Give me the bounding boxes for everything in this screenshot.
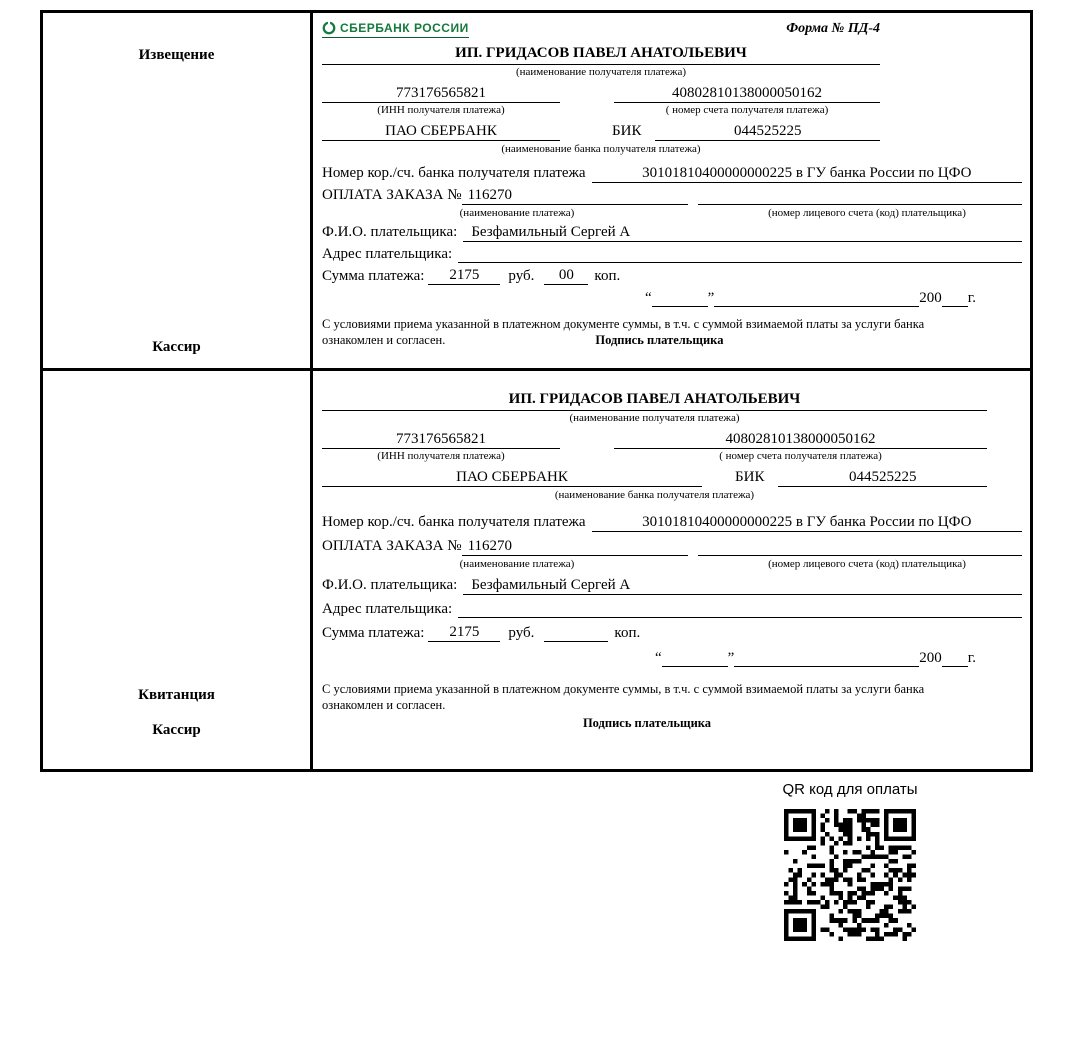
- cashier-label-top: Кассир: [152, 339, 201, 355]
- payment-caption: (наименование платежа): [459, 207, 575, 219]
- sum-label: Сумма платежа:: [322, 625, 425, 641]
- qr-code: [784, 809, 916, 941]
- payer-signature-label: Подпись плательщика: [582, 716, 712, 730]
- terms-line2: ознакомлен и согласен.: [322, 333, 446, 347]
- sum-kop-value: [544, 641, 608, 642]
- date-month-field: [714, 306, 919, 307]
- sum-label: Сумма платежа:: [322, 268, 425, 284]
- account-value: 40802810138000050162: [614, 431, 987, 449]
- payment-caption: (наименование платежа): [459, 558, 575, 570]
- qr-caption: QR код для оплаты: [782, 781, 918, 798]
- terms-line1: С условиями приема указанной в платежном документе суммы, в т.ч. с суммой взимаемой платы за услуги банка: [322, 317, 925, 331]
- rub-label: руб.: [508, 268, 535, 284]
- bank-caption: (наименование банка получателя платежа): [501, 143, 701, 155]
- inn-caption: (ИНН получателя платежа): [377, 450, 505, 462]
- payment-sum-row: [322, 267, 1022, 285]
- payer-address-row: [322, 246, 1022, 263]
- payer-name-row: [322, 224, 1022, 242]
- payer-address-label: Адрес плательщика:: [322, 246, 453, 262]
- inn-value: 773176565821: [322, 85, 560, 103]
- rub-label: руб.: [508, 625, 535, 641]
- terms-line2: ознакомлен и согласен.: [322, 698, 446, 712]
- payment-form-pd4: [40, 10, 1033, 772]
- payment-name-row: [322, 187, 1022, 205]
- payment-sum-row: [322, 624, 1022, 642]
- sberbank-emblem-icon: [322, 21, 336, 35]
- payment-captions-row: [322, 557, 1022, 571]
- account-caption: ( номер счета получателя платежа): [665, 104, 829, 116]
- terms-line1: С условиями приема указанной в платежном документе суммы, в т.ч. с суммой взимаемой платы за услуги банка: [322, 682, 925, 696]
- personal-account-caption: (номер лицевого счета (код) плательщика): [768, 558, 966, 570]
- receipt-label: Квитанция: [138, 687, 215, 703]
- date-year-field: [942, 306, 968, 307]
- sum-kop-value: 00: [544, 267, 588, 285]
- corr-account-row: [322, 165, 1022, 183]
- bik-value: 044525225: [778, 469, 987, 487]
- notice-label: Извещение: [138, 47, 215, 63]
- recipient-name: ИП. ГРИДАСОВ ПАВЕЛ АНАТОЛЬЕВИЧ: [322, 391, 987, 411]
- inn-caption: (ИНН получателя платежа): [377, 104, 505, 116]
- bank-caption: (наименование банка получателя платежа): [554, 489, 755, 501]
- inn-account-row: [322, 431, 987, 449]
- qr-section: [780, 781, 920, 941]
- payment-name-row: [322, 538, 1022, 556]
- payment-label: ОПЛАТА ЗАКАЗА №: [322, 187, 462, 203]
- sum-rub-value: 2175: [428, 624, 500, 642]
- bik-value: 044525225: [655, 123, 880, 141]
- corr-label: Номер кор./сч. банка получателя платежа: [322, 514, 586, 530]
- date-day-field: [652, 306, 708, 307]
- corr-account-row: [322, 514, 1022, 532]
- bank-row: [322, 469, 987, 487]
- payer-name-label: Ф.И.О. плательщика:: [322, 577, 458, 593]
- inn-account-captions: [322, 449, 987, 463]
- payment-order-number: 116270: [462, 538, 688, 556]
- date-row: [322, 290, 1022, 307]
- payer-name-value: Безфамильный Сергей А: [463, 577, 1022, 595]
- year-suffix: г.: [967, 290, 976, 306]
- account-caption: ( номер счета получателя платежа): [719, 450, 882, 462]
- notice-form-body: [313, 13, 1030, 368]
- quote-open: “: [654, 650, 662, 666]
- corr-label: Номер кор./сч. банка получателя платежа: [322, 165, 586, 181]
- corr-value: 30101810400000000225 в ГУ банка России по ЦФО: [592, 514, 1022, 532]
- bank-name-value: ПАО СБЕРБАНК: [322, 123, 560, 141]
- payer-address-value: [458, 601, 1022, 618]
- payer-address-value: [458, 246, 1022, 263]
- quote-close: ”: [727, 650, 735, 666]
- receipt-section: [43, 371, 1030, 769]
- corr-value: 30101810400000000225 в ГУ банка России по ЦФО: [592, 165, 1022, 183]
- recipient-name: ИП. ГРИДАСОВ ПАВЕЛ АНАТОЛЬЕВИЧ: [322, 45, 880, 65]
- year-prefix: 200: [919, 650, 942, 666]
- notice-left-column: [43, 13, 313, 368]
- personal-account-caption: (номер лицевого счета (код) плательщика): [768, 207, 966, 219]
- payer-signature-label: Подпись плательщика: [595, 333, 724, 347]
- year-suffix: г.: [967, 650, 976, 666]
- sberbank-logo-text: СБЕРБАНК РОССИИ: [340, 21, 469, 35]
- notice-section: [43, 13, 1030, 371]
- payment-order-number: 116270: [462, 187, 688, 205]
- terms-text: [322, 681, 972, 713]
- inn-value: 773176565821: [322, 431, 560, 449]
- payer-address-row: [322, 601, 1022, 618]
- quote-close: ”: [707, 290, 715, 306]
- bank-row: [322, 123, 880, 141]
- sum-rub-value: 2175: [428, 267, 500, 285]
- payer-address-label: Адрес плательщика:: [322, 601, 453, 617]
- payment-captions-row: [322, 206, 1022, 220]
- date-row: [322, 650, 1022, 667]
- quote-open: “: [644, 290, 652, 306]
- terms-text: [322, 316, 972, 348]
- notice-header-row: [322, 21, 880, 45]
- receipt-main-fields: [322, 391, 987, 502]
- form-number: Форма № ПД-4: [786, 21, 880, 36]
- cashier-label-bottom: Кассир: [152, 722, 201, 738]
- receipt-form-body: [313, 371, 1030, 769]
- date-day-field: [662, 666, 728, 667]
- personal-account-field: [698, 187, 1022, 205]
- bank-name-value: ПАО СБЕРБАНК: [322, 469, 702, 487]
- bik-label: БИК: [735, 469, 765, 485]
- terms-line2-row: [322, 332, 972, 348]
- payer-name-label: Ф.И.О. плательщика:: [322, 224, 458, 240]
- bik-label: БИК: [612, 123, 642, 139]
- kop-label: коп.: [614, 625, 641, 641]
- payer-name-row: [322, 577, 1022, 595]
- inn-account-captions: [322, 103, 880, 117]
- payer-name-value: Безфамильный Сергей А: [463, 224, 1022, 242]
- year-prefix: 200: [919, 290, 942, 306]
- account-value: 40802810138000050162: [614, 85, 880, 103]
- receipt-left-column: [43, 371, 313, 769]
- kop-label: коп.: [594, 268, 621, 284]
- notice-main-fields: [322, 45, 880, 156]
- personal-account-field: [698, 538, 1022, 556]
- recipient-caption: (наименование получателя платежа): [569, 412, 740, 424]
- inn-account-row: [322, 85, 880, 103]
- payment-label: ОПЛАТА ЗАКАЗА №: [322, 538, 462, 554]
- sberbank-logo: [322, 21, 469, 38]
- date-month-field: [734, 666, 919, 667]
- recipient-caption: (наименование получателя платежа): [515, 66, 687, 78]
- date-year-field: [942, 666, 968, 667]
